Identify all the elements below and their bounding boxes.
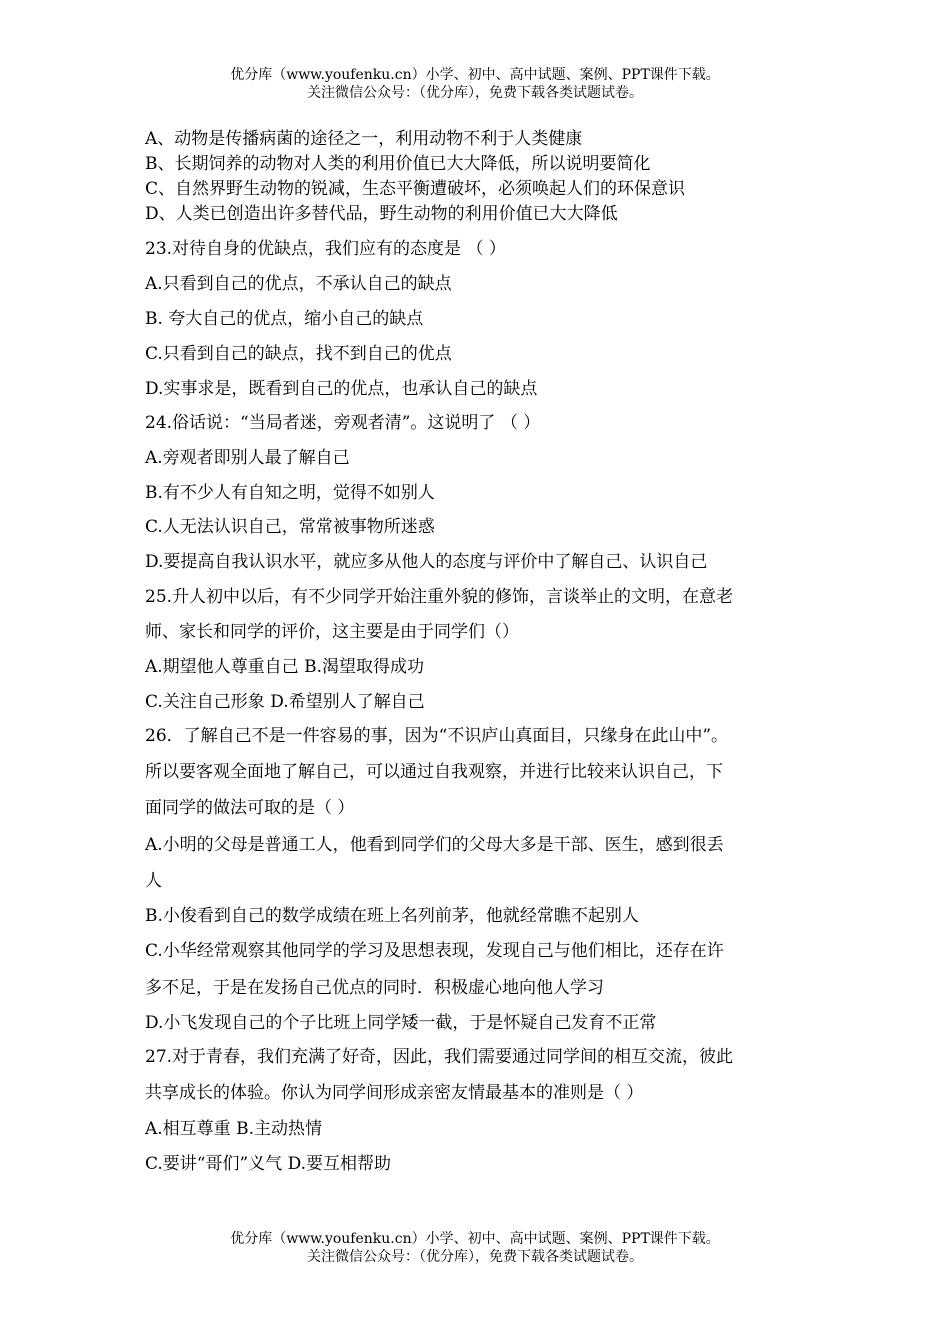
option-line-cont: 人	[145, 871, 162, 891]
option-line: D、人类已创造出许多替代品，野生动物的利用价值已大大降低	[145, 204, 618, 224]
option-line: C.人无法认识自己，常常被事物所迷惑	[145, 517, 435, 537]
question-26: 26．了解自己不是一件容易的事，因为“不识庐山真面目，只缘身在此山中”。	[145, 726, 729, 746]
option-line: A、动物是传播病菌的途径之一，利用动物不利于人类健康	[145, 129, 583, 149]
option-line: A.小明的父母是普通工人，他看到同学们的父母大多是干部、医生，感到很丢	[145, 835, 724, 855]
question-27: 27.对于青春，我们充满了好奇，因此，我们需要通过同学间的相互交流，彼此	[145, 1047, 734, 1067]
option-line: A.相互尊重 B.主动热情	[145, 1119, 322, 1139]
option-line: B.小俊看到自己的数学成绩在班上名列前茅，他就经常瞧不起别人	[145, 906, 639, 926]
question-26-cont: 所以要客观全面地了解自己，可以通过自我观察，并进行比较来认识自己，下	[145, 762, 723, 782]
header-line-1: 优分库（www.youfenku.cn）小学、初中、高中试题、案例、PPT课件下载。	[230, 67, 720, 83]
option-line: C、自然界野生动物的锐减，生态平衡遭破坏，必须唤起人们的环保意识	[145, 179, 686, 199]
option-line: C.关注自己形象 D.希望别人了解自己	[145, 692, 425, 712]
option-line: C.小华经常观察其他同学的学习及思想表现，发现自己与他们相比，还存在许	[145, 941, 724, 961]
header-line-2: 关注微信公众号：（优分库），免费下载各类试题试卷。	[307, 85, 643, 101]
question-25: 25.升人初中以后，有不少同学开始注重外貌的修饰，言谈举止的文明，在意老	[145, 587, 734, 607]
option-line: B.有不少人有自知之明，觉得不如别人	[145, 483, 435, 503]
option-line: B. 夸大自己的优点，缩小自己的缺点	[145, 309, 424, 329]
footer-line-1: 优分库（www.youfenku.cn）小学、初中、高中试题、案例、PPT课件下载。	[230, 1231, 720, 1247]
option-line-cont: 多不足，于是在发扬自己优点的同时．积极虚心地向他人学习	[145, 978, 604, 998]
footer-line-2: 关注微信公众号：（优分库），免费下载各类试题试卷。	[307, 1249, 643, 1265]
option-line: C.只看到自己的缺点，找不到自己的优点	[145, 344, 452, 364]
question-24: 24.俗话说：“当局者迷，旁观者清”。这说明了 （ ）	[145, 413, 541, 433]
option-line: A.期望他人尊重自己 B.渴望取得成功	[145, 657, 424, 677]
page-footer	[0, 1230, 950, 1266]
option-line: D.小飞发现自己的个子比班上同学矮一截，于是怀疑自己发育不正常	[145, 1013, 657, 1033]
option-line: A.只看到自己的优点，不承认自己的缺点	[145, 274, 452, 294]
option-line: D.实事求是，既看到自己的优点，也承认自己的缺点	[145, 379, 538, 399]
question-27-cont: 共享成长的体验。你认为同学间形成亲密友情最基本的准则是（ ）	[145, 1083, 644, 1103]
question-25-cont: 师、家长和同学的评价，这主要是由于同学们（）	[145, 622, 519, 642]
option-line: B、长期饲养的动物对人类的利用价值已大大降低，所以说明要简化	[145, 154, 651, 174]
option-line: C.要讲“哥们”义气 D.要互相帮助	[145, 1154, 392, 1174]
question-23: 23.对待自身的优缺点，我们应有的态度是 （ ）	[145, 239, 506, 259]
option-line: D.要提高自我认识水平，就应多从他人的态度与评价中了解自己、认识自己	[145, 552, 708, 572]
page-header	[0, 66, 950, 102]
option-line: A.旁观者即别人最了解自己	[145, 448, 350, 468]
question-26-cont: 面同学的做法可取的是（ ）	[145, 798, 355, 818]
